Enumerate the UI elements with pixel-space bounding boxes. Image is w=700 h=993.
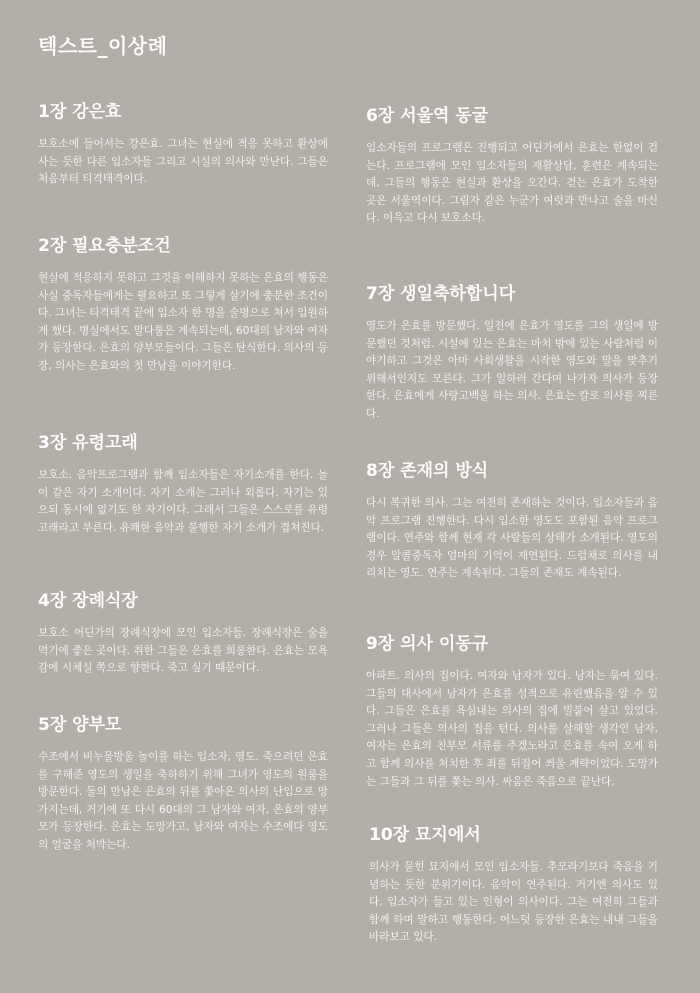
chapter-2 xyxy=(38,234,328,376)
chapter-9 xyxy=(366,632,658,791)
chapter-heading: 8장 존재의 방식 xyxy=(366,461,489,481)
chapter-body: 보호소. 음악프로그램과 함께 입소자들은 자기소개를 한다. 놀이 같은 자기 소개이다. 자기 소개는 그러나 외롭다. 자기는 있으되 동시에 없기도 한 자기이다. 그래서 그들은 스스로를 유령고래라고 부른다. 유쾌한 음악과 불행한 자기 소개가 겹쳐진다. xyxy=(38,469,328,534)
chapter-heading: 3장 유령고래 xyxy=(38,433,138,453)
chapter-3 xyxy=(38,431,328,537)
chapter-1 xyxy=(38,100,328,189)
chapter-5 xyxy=(38,713,328,855)
chapter-heading: 5장 양부모 xyxy=(38,715,122,735)
chapter-heading: 6장 서울역 동굴 xyxy=(366,106,489,126)
chapter-heading: 9장 의사 이동규 xyxy=(366,634,489,654)
chapter-10 xyxy=(369,823,658,947)
chapter-body: 입소자들의 프로그램은 진행되고 어딘가에서 은효는 한없이 걷는다. 프로그램에 모인 입소자들의 재활상담, 훈련은 계속되는데, 그들의 행동은 현실과 환상을 오간다. 걷는 은효가 도착한 곳은 서울역이다. 그림자 같은 누군가 여럿과 만나고 술을 마신다. 이윽고 다시 보호소다. xyxy=(366,142,658,225)
chapter-4 xyxy=(38,589,328,678)
chapter-heading: 7장 생일축하합니다 xyxy=(366,284,516,304)
chapter-heading: 10장 묘지에서 xyxy=(369,825,481,845)
page-title: 텍스트_이상례 xyxy=(38,34,168,58)
chapter-body: 보호소에 들어서는 강은효. 그녀는 현실에 적응 못하고 환상에 사는 듯한 다른 입소자들 그리고 시설의 의사와 만난다. 그들은 처음부터 티격태격이다. xyxy=(38,138,328,186)
chapter-body: 다시 복귀한 의사. 그는 여전히 존재하는 것이다. 입소자들과 음악 프로그램 진행한다. 다시 입소한 영도도 포함된 음악 프로그램이다. 연주와 함께 현재 각 사람들의 상태가 소개된다. 영도의 경우 알콜중독자 엄마의 기억이 재연된다. 드럼채로 의사를 내리치는 영도. 연주는 계속된다. 그들의 존재도 계속된다. xyxy=(366,497,658,580)
chapter-body: 아파트. 의사의 집이다. 여자와 남자가 있다. 남자는 묶여 있다. 그들의 대사에서 남자가 은효를 성적으로 유린했음을 알 수 있다. 그들은 은효를 욕심내는 의사의 집에 빌붙어 살고 있었다. 그러나 그들은 의사의 집을 턴다. 의사를 살해할 생각인 남자, 여자는 은효의 친부모 서류를 주겠노라고 은효를 속여 오게 하고 함께 의사를 처치한 후 죄를 뒤집어 씌울 계략이었다. 도망가는 그들과 그 뒤를 쫓는 의사. 싸움은 죽음으로 끝난다. xyxy=(366,670,658,788)
chapter-body: 현실에 적응하지 못하고 그것을 이해하지 못하는 은효의 행동은 사실 중독자들에게는 필요하고 또 그렇게 살기에 충분한 조건이다. 그녀는 티격태격 끝에 입소자 한 명을 술병으로 쳐서 입원하게 했다. 병실에서도 말다툼은 계속되는데, 60대의 남자와 여자가 등장한다. 은효의 양부모들이다. 그들은 탄식한다. 의사의 등장, 의사는 은효와의 첫 만남을 이야기한다. xyxy=(38,272,328,372)
chapter-body: 영도가 은효를 방문했다. 일전에 은효가 영도를 그의 생일에 방문했던 것처럼. 시설에 있는 은효는 마치 밖에 있는 사람처럼 이야기하고 그것은 아마 사회생활을 시작한 영도와 말을 맞추기 위해서인지도 모른다. 그가 일하러 간다며 나가자 의사가 등장한다. 은효에게 사랑고백을 하는 의사. 은효는 칼로 의사를 찌른다. xyxy=(366,320,658,420)
chapter-7 xyxy=(366,282,658,424)
chapter-body: 수조에서 비누물방울 놀이를 하는 입소자, 영도. 죽으려던 은효를 구해준 영도의 생일을 축하하기 위해 그녀가 영도의 원룸을 방문한다. 둘의 만남은 은효의 뒤를 쫓아온 의사의 난입으로 망가지는데, 거기에 또 다시 60대의 그 남자와 여자, 은효의 양부모가 등장한다. 은효는 도망가고, 남자와 여자는 수조에다 영도의 얼굴을 처박는다. xyxy=(38,751,328,851)
chapter-body: 보호소 어딘가의 장례식장에 모인 입소자들. 장례식장은 술을 먹기에 좋은 곳이다. 취한 그들은 은효를 희롱한다. 은효는 모욕감에 시체실 쪽으로 향한다. 죽고 싶기 때문이다. xyxy=(38,627,328,675)
chapter-heading: 1장 강은효 xyxy=(38,102,122,122)
chapter-heading: 2장 필요충분조건 xyxy=(38,236,171,256)
chapter-6 xyxy=(366,104,658,228)
chapter-8 xyxy=(366,459,658,583)
chapter-body: 의사가 묻힌 묘지에서 모인 입소자들. 추모라기보다 죽음을 기념하는 듯한 분위기이다. 음악이 연주된다. 거기엔 의사도 있다. 입소자가 들고 있는 인형이 의사이다. 그는 여전히 그들과 함께 하며 말하고 행동한다. 어느덧 등장한 은효는 내내 그들을 바라보고 있다. xyxy=(369,861,658,944)
chapter-heading: 4장 장례식장 xyxy=(38,591,138,611)
